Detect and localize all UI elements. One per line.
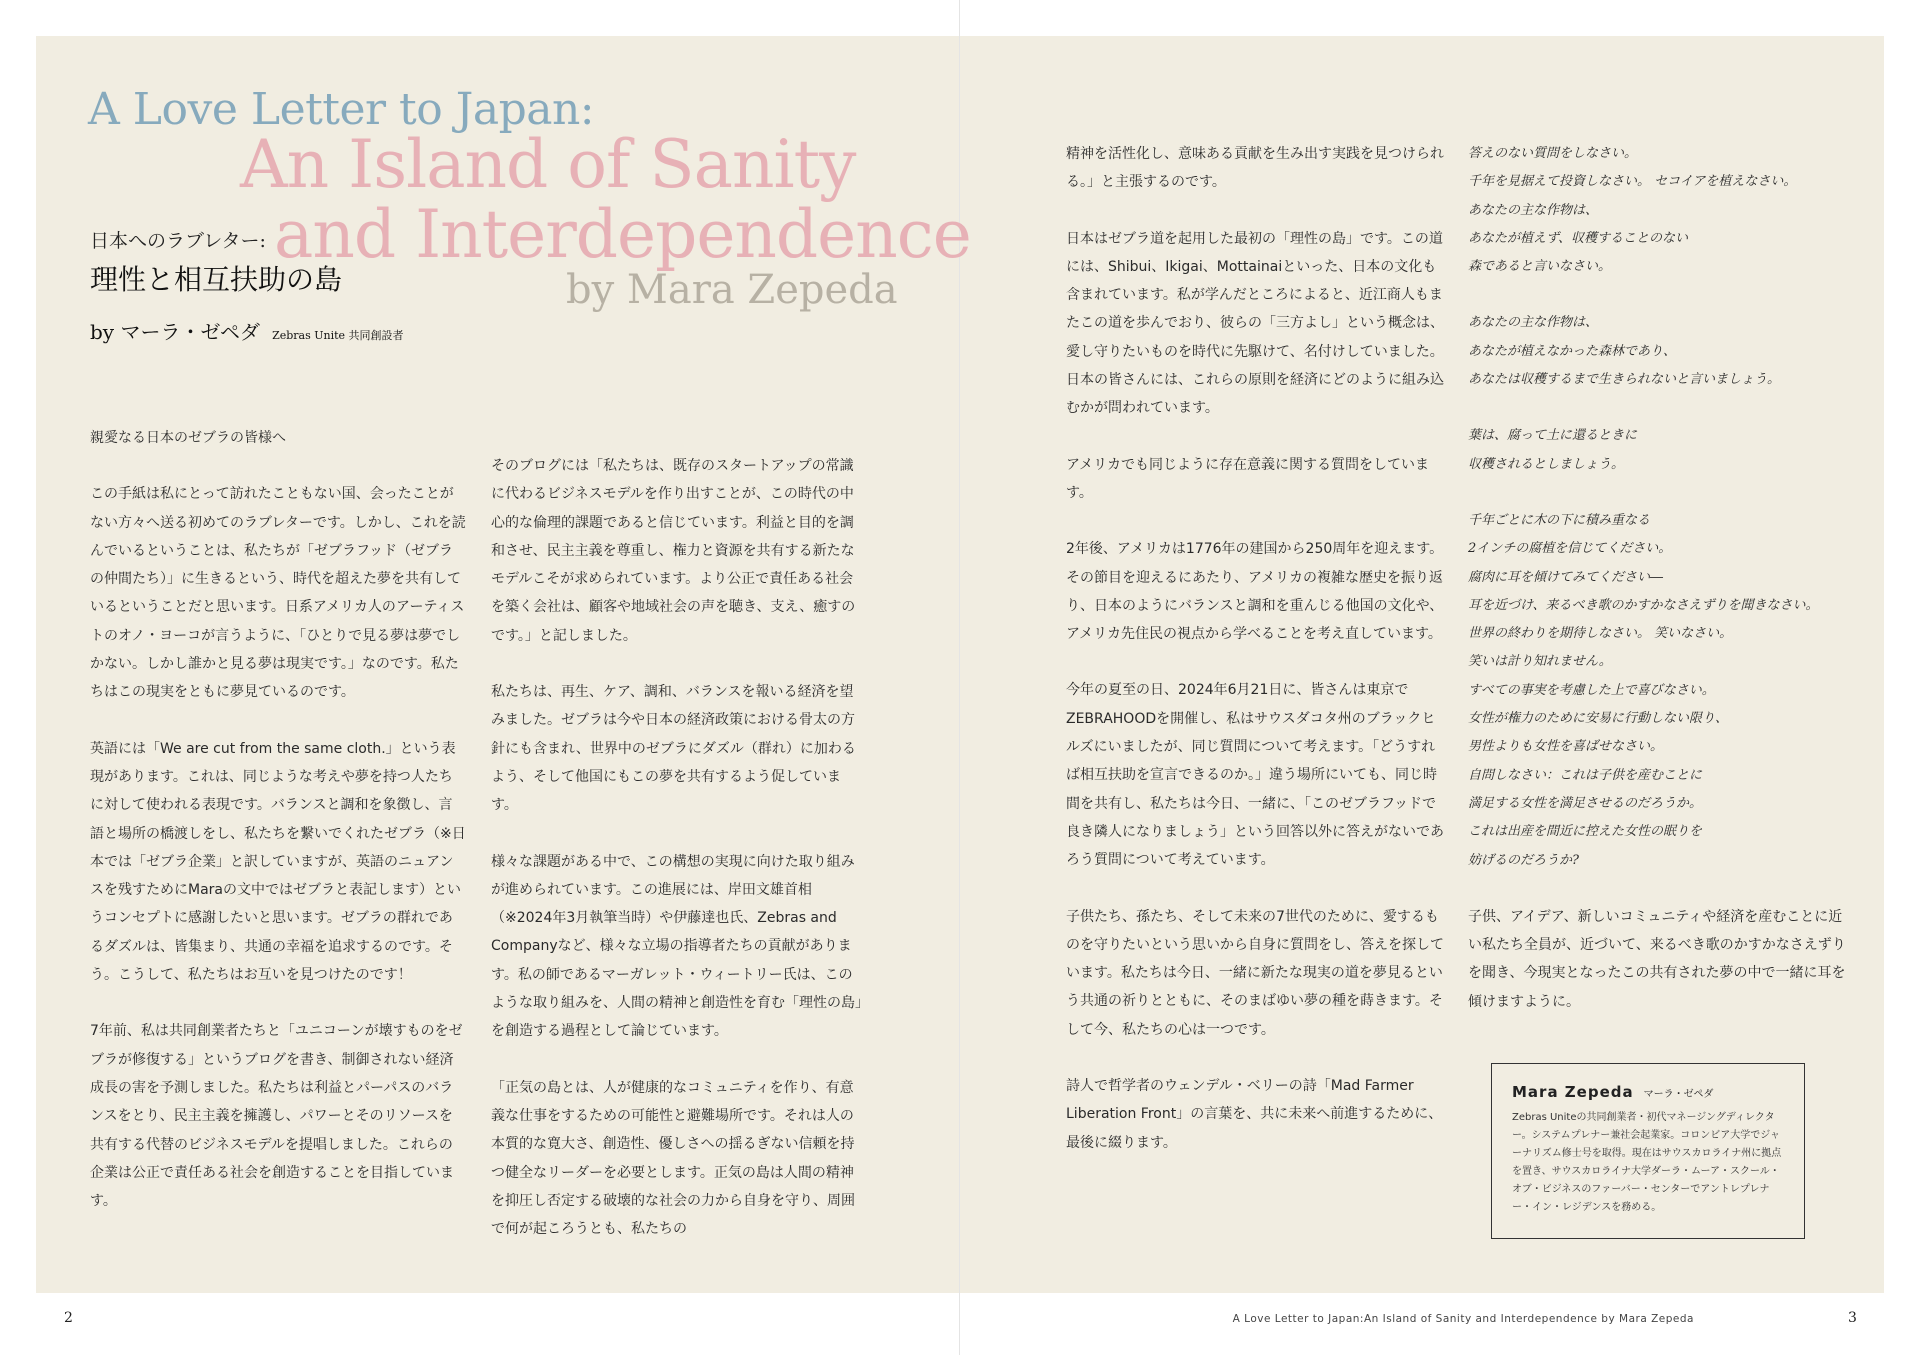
bio-text: Zebras Uniteの共同創業者・初代マネージングディレクター。システムプレナー兼社会起業家。コロンビア大学でジャーナリズム修士号を取得。現在はサウスカロライナ州に拠点を置き、サウスカロライナ大学ダーラ・ムーア・スクール・オブ・ビジネスのファーバー・センターでアントレプレナー・イン・レジデンスを務める。: [1512, 1112, 1782, 1213]
paragraph: 2年後、アメリカは1776年の建国から250周年を迎えます。その節目を迎えるにあたり、アメリカの複雑な歴史を振り返り、日本のようにバランスと調和を重んじる他国の文化や、アメリカ先住民の視点から学べることを考え直しています。: [1066, 541, 1444, 643]
paragraph: この手紙は私にとって訪れたこともない国、会ったことがない方々へ送る初めてのラブレターです。しかし、これを読んでいるということは、私たちが「ゼブラフッド（ゼブラの仲間たち）」に生きるという、時代を超えた夢を共有しているということだと思います。日系アメリカ人のアーティストのオノ・ヨーコが言うように、「ひとりで見る夢は夢でしかない。しかし誰かと見る夢は現実です。」なのです。私たちはこの現実をともに夢見ているのです。: [90, 486, 466, 701]
body-column-3: [1066, 140, 1445, 1185]
title-line-1: A Love Letter to Japan:: [88, 84, 595, 135]
paragraph: 子供たち、孫たち、そして未来の7世代のために、愛するものを守りたいという思いから自身に質問をし、答えを探しています。私たちは今日、一緒に新たな現実の道を夢見るという共通の祈りとともに、そのまばゆい夢の種を蒔きます。そして今、私たちの心は一つです。: [1066, 908, 1444, 1038]
byline-role: Zebras Unite 共同創設者: [272, 329, 404, 342]
byline-english: by Mara Zepeda: [566, 267, 898, 313]
author-bio-box: [1491, 1063, 1805, 1239]
body-column-2: [491, 452, 865, 1271]
paragraph: そのブログには「私たちは、既存のスタートアップの常識に代わるビジネスモデルを作り出すことが、この時代の中心的な倫理的課題であると信じています。利益と目的を調和させ、民主主義を尊重し、権力と資源を共有する新たなモデルこそが求められています。より公正で責任ある社会を築く会社は、顧客や地域社会の声を聴き、支え、癒すのです。」と記しました。: [491, 458, 856, 644]
paragraph: 7年前、私は共同創業者たちと「ユニコーンが壊すものをゼブラが修復する」というブログを書き、制御されない経済成長の害を予測しました。私たちは利益とパーパスのバランスをとり、民主主義を擁護し、パワーとそのリソースを共有する代替のビジネスモデルを提唱しました。これらの企業は公正で責任ある社会を創造することを目指しています。: [90, 1023, 463, 1210]
body-column-1: [90, 424, 466, 1243]
bio-heading: [1512, 1082, 1784, 1101]
paragraph: 今年の夏至の日、2024年6月21日に、皆さんは東京でZEBRAHOODを開催し、私はサウスダコタ州のブラックヒルズにいましたが、同じ質問について考えます。「どうすれば相互扶助を宣言できるのか。」違う場所にいても、同じ時間を共有し、私たちは今日、一緒に、「このゼブラフッドで良き隣人になりましょう」という回答以外に答えがないであろう質問について考えています。: [1066, 682, 1444, 869]
poem-stanza: 千年ごとに木の下に積み重なる 2インチの腐植を信じてください。 腐肉に耳を傾けてみてください― 耳を近づけ、来るべき歌のかすかなさえずりを聞きなさい。 世界の終わりを期待しなさい。 笑いなさい。 笑いは計り知れません。 すべての事実を考慮した上で喜びなさい。 女性が権力のために安易に行動しない限り、 男性よりも女性を喜ばせなさい。 自問しなさい：これは子供を産むことに 満足する女性を満足させるのだろうか。 これは出産を間近に控えた女性の眠りを 妨げるのだろうか?: [1468, 512, 1819, 868]
page-number-left: 2: [64, 1310, 73, 1326]
byline-japanese-name: by マーラ・ゼペダ: [90, 320, 261, 344]
subtitle-japanese: 日本へのラブレター:: [90, 230, 266, 252]
paragraph: 英語には「We are cut from the same cloth.」という表現があります。これは、同じような考えや夢を持つ人たちに対して使われる表現です。バランスと調和を象徴し、言語と場所の橋渡しをし、私たちを繋いでくれたゼブラ（※日本では「ゼブラ企業」と訳していますが、英語のニュアンスを残すためにMaraの文中ではゼブラと表記します）というコンセプトに感謝したいと思います。ゼブラの群れであるダズルは、皆集まり、共通の幸福を追求するのです。そう。こうして、私たちはお互いを見つけたのです！: [90, 740, 466, 984]
paragraph: アメリカでも同じように存在意義に関する質問をしています。: [1066, 456, 1430, 501]
title-line-3: and Interdependence: [274, 196, 971, 273]
paragraph: 「正気の島とは、人が健康的なコミュニティを作り、有意義な仕事をするための可能性と避難場所です。それは人の本質的な寛大さ、創造性、優しさへの揺るぎない信頼を持つ健全なリーダーを必要とします。正気の島は人間の精神を抑圧し否定する破壊的な社会の力から自身を守り、周囲で何が起ころうとも、私たちの: [491, 1079, 855, 1238]
paragraph: 私たちは、再生、ケア、調和、バランスを報いる経済を望みました。ゼブラは今や日本の経済政策における骨太の方針にも含まれ、世界中のゼブラにダズル（群れ）に加わるよう、そして他国にもこの夢を共有するよう促しています。: [491, 684, 856, 814]
paragraph: 詩人で哲学者のウェンデル・ベリーの詩「Mad Farmer Liberation Front」の言葉を、共に未来へ前進するために、最後に綴ります。: [1066, 1078, 1443, 1151]
paragraph: 様々な課題がある中で、この構想の実現に向けた取り組みが進められています。この進展には、岸田文雄首相（※2024年3月執筆当時）や伊藤達也氏、Zebras and Companyなど、様々な立場の指導者たちの貢献があります。私の師であるマーガレット・ウィートリー氏は、このような取り組みを、人間の精神と創造性を育む「理性の島」を創造する過程として論じています。: [491, 853, 862, 1040]
byline-japanese: [90, 316, 404, 345]
poem-stanza: 葉は、腐って土に還るときに 収穫されるとしましょう。: [1468, 428, 1638, 472]
paragraph: 親愛なる日本のゼブラの皆様へ: [90, 430, 286, 446]
bio-name: Mara Zepeda: [1512, 1083, 1634, 1101]
running-footer-title: A Love Letter to Japan:An Island of Sanity and Interdependence by Mara Zepeda: [1232, 1313, 1694, 1325]
body-column-4-poem: [1468, 140, 1846, 1044]
page-number-right: 3: [1848, 1310, 1857, 1326]
poem-stanza: あなたの主な作物は、 あなたが植えなかった森林であり、 あなたは収穫するまで生きられないと言いましょう。: [1468, 315, 1781, 388]
closing-paragraph: 子供、アイデア、新しいコミュニティや経済を産むことに近い私たち全員が、近づいて、来るべき歌のかすかなさえずりを聞き、今現実となったこの共有された夢の中で一緒に耳を傾けますように。: [1468, 908, 1846, 1010]
poem-stanza: 答えのない質問をしなさい。 千年を見据えて投資しなさい。 セコイアを植えなさい。 あなたの主な作物は、 あなたが植えず、収穫することのない 森であると言いなさい。: [1468, 146, 1797, 275]
title-line-2: An Island of Sanity: [240, 126, 856, 203]
bio-name-japanese: マーラ・ゼペダ: [1643, 1089, 1714, 1100]
title-japanese: 理性と相互扶助の島: [90, 263, 343, 296]
paragraph: 精神を活性化し、意味ある貢献を生み出す実践を見つけられる。」と主張するのです。: [1066, 146, 1444, 191]
paragraph: 日本はゼブラ道を起用した最初の「理性の島」です。この道には、Shibui、Ikigai、Mottainaiといった、日本の文化も含まれています。私が学んだところによると、近江商人もまたこの道を歩んでおり、彼らの「三方よし」という概念は、愛し守りたいものを時代に先駆けて、名付けしていました。日本の皆さんには、これらの原則を経済にどのように組み込むかが問われています。: [1066, 230, 1444, 417]
